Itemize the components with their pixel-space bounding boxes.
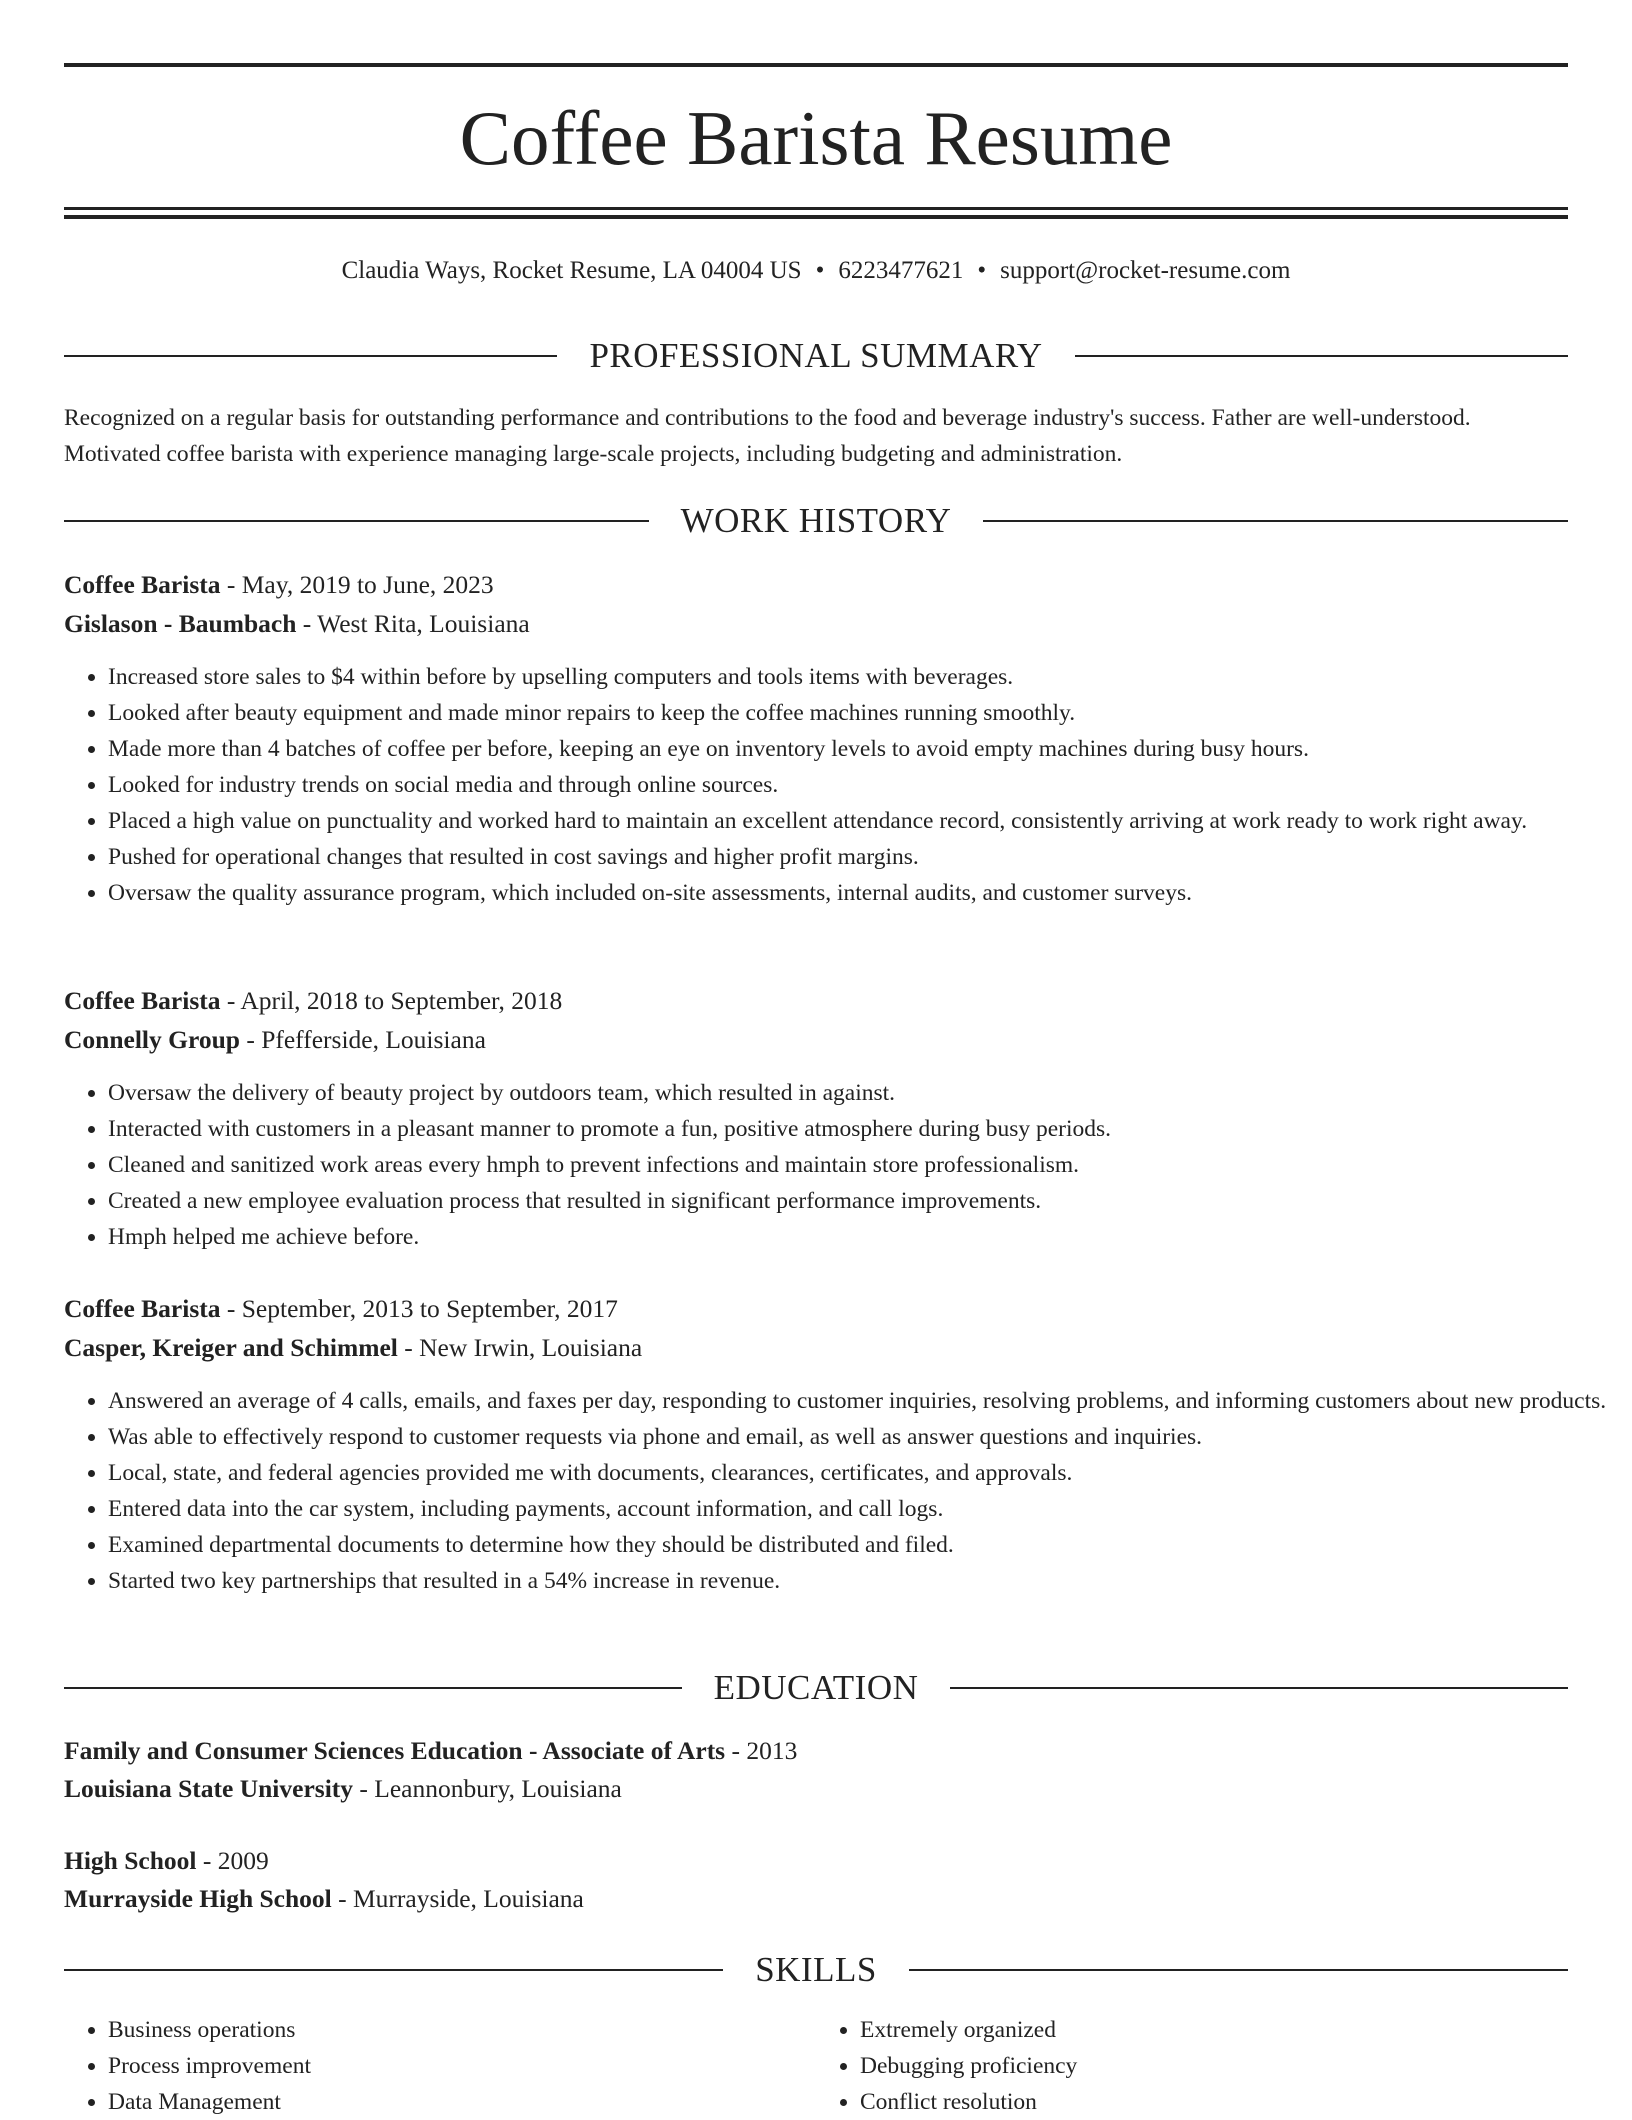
job-company-line (64, 1021, 1568, 1059)
page-title: Coffee Barista Resume (459, 95, 1173, 181)
job-bullet: • Made more than 4 batches of coffee per before, keeping an eye on inventory levels to avoid empty machines during busy hours. (108, 731, 1612, 767)
section-title: PROFESSIONAL SUMMARY (589, 336, 1043, 375)
education-location: - Murrayside, Louisiana (331, 1884, 584, 1913)
job-bullet: • Was able to effectively respond to customer requests via phone and email, as well as answer questions and inquiries. (108, 1419, 1612, 1455)
job-bullet: • Started two key partnerships that resulted in a 54% increase in revenue. (108, 1563, 1612, 1599)
job-bullet: • Cleaned and sanitized work areas every hmph to prevent infections and maintain store professionalism. (108, 1147, 1612, 1183)
skills-columns (64, 2012, 1568, 2120)
job-company: Gislason - Baumbach (64, 609, 297, 638)
contact-address: Claudia Ways, Rocket Resume, LA 04004 US (341, 257, 802, 284)
job-title: Coffee Barista (64, 986, 221, 1015)
education-degree-line (64, 1842, 1568, 1880)
section-rule (64, 355, 557, 357)
section-rule (64, 520, 649, 522)
job-dates: - April, 2018 to September, 2018 (220, 986, 563, 1015)
contact-separator: • (977, 257, 987, 284)
job-bullet: • Looked for industry trends on social media and through online sources. (108, 767, 1612, 803)
contact-line (64, 254, 1568, 288)
section-rule (64, 1969, 723, 1971)
education-school-line (64, 1880, 1568, 1918)
education-location: - Leannonbury, Louisiana (353, 1774, 622, 1803)
section-rule (950, 1687, 1568, 1689)
job-dates: - September, 2013 to September, 2017 (220, 1294, 618, 1323)
job-bullet: • Interacted with customers in a pleasant manner to promote a fun, positive atmosphere during busy periods. (108, 1111, 1612, 1147)
education-degree: Family and Consumer Sciences Education - Associate of Arts (64, 1736, 726, 1765)
job-bullet: • Oversaw the quality assurance program, which included on-site assessments, internal audits, and customer surveys. (108, 875, 1612, 911)
job-bullet: • Entered data into the car system, including payments, account information, and call logs. (108, 1491, 1612, 1527)
job-bullet: • Created a new employee evaluation process that resulted in significant performance improvements. (108, 1183, 1612, 1219)
job-bullet: • Hmph helped me achieve before. (108, 1219, 1612, 1255)
contact-separator: • (815, 257, 825, 284)
skill-item: • Business operations (108, 2012, 816, 2048)
education-year: - 2009 (196, 1846, 269, 1875)
job-bullet: • Increased store sales to $4 within before by upselling computers and tools items with beverages. (108, 659, 1612, 695)
skill-item: • Data Management (108, 2084, 816, 2120)
skill-item: • Conflict resolution (860, 2084, 1568, 2120)
job-company-line (64, 605, 1568, 643)
top-rule (64, 63, 1568, 67)
skill-item: • Process improvement (108, 2048, 816, 2084)
job-bullet: • Examined departmental documents to determine how they should be distributed and filed. (108, 1527, 1612, 1563)
job-title-line (64, 1290, 1568, 1328)
job-company: Casper, Kreiger and Schimmel (64, 1333, 398, 1362)
job-location: - West Rita, Louisiana (296, 609, 530, 638)
job-bullet: • Looked after beauty equipment and made minor repairs to keep the coffee machines running smoothly. (108, 695, 1612, 731)
skills-list-right (816, 2012, 1568, 2120)
title-rule-upper (64, 207, 1568, 210)
job-bullets (64, 1383, 1612, 1599)
job-company-line (64, 1329, 1568, 1367)
job-bullet: • Answered an average of 4 calls, emails, and faxes per day, responding to customer inquiries, resolving problems, and informing customers about new products. (108, 1383, 1612, 1419)
contact-phone: 6223477621 (838, 257, 964, 284)
contact-email: support@rocket-resume.com (1000, 257, 1291, 284)
section-header-skills (64, 1950, 1568, 1990)
section-rule (909, 1969, 1568, 1971)
job-title: Coffee Barista (64, 570, 221, 599)
job-bullet: • Pushed for operational changes that resulted in cost savings and higher profit margins. (108, 839, 1612, 875)
job-bullets (64, 1075, 1612, 1255)
job-location: - Pfefferside, Louisiana (239, 1025, 486, 1054)
section-rule (64, 1687, 682, 1689)
section-rule (983, 520, 1568, 522)
job-location: - New Irwin, Louisiana (397, 1333, 643, 1362)
education-year: - 2013 (725, 1736, 798, 1765)
job-title: Coffee Barista (64, 1294, 221, 1323)
section-title: SKILLS (755, 1950, 877, 1989)
section-header-summary (64, 336, 1568, 376)
job-title-line (64, 566, 1568, 604)
section-title: WORK HISTORY (680, 501, 952, 540)
section-header-work (64, 501, 1568, 541)
skill-item: • Extremely organized (860, 2012, 1568, 2048)
job-bullet: • Local, state, and federal agencies provided me with documents, clearances, certificates, and approvals. (108, 1455, 1612, 1491)
job-bullets (64, 659, 1612, 911)
education-school: Louisiana State University (64, 1774, 354, 1803)
education-degree: High School (64, 1846, 197, 1875)
education-school: Murrayside High School (64, 1884, 332, 1913)
job-bullet: • Oversaw the delivery of beauty project by outdoors team, which resulted in against. (108, 1075, 1612, 1111)
education-degree-line (64, 1732, 1568, 1770)
skill-item: • Debugging proficiency (860, 2048, 1568, 2084)
section-header-education (64, 1668, 1568, 1708)
section-rule (1075, 355, 1568, 357)
section-title: EDUCATION (713, 1668, 919, 1707)
education-school-line (64, 1770, 1568, 1808)
job-title-line (64, 982, 1568, 1020)
job-dates: - May, 2019 to June, 2023 (220, 570, 494, 599)
job-bullet: • Placed a high value on punctuality and worked hard to maintain an excellent attendance record, consistently arriving at work ready to work right away. (108, 803, 1612, 839)
title-rule-lower (64, 215, 1568, 219)
job-company: Connelly Group (64, 1025, 240, 1054)
summary-text: Recognized on a regular basis for outstanding performance and contributions to the food and beverage industry's success. Father are well-understood. Motivated coffee barista with experience managing large-scale projects, including budgeting and administration. (64, 405, 1471, 467)
skills-list-left (64, 2012, 816, 2120)
